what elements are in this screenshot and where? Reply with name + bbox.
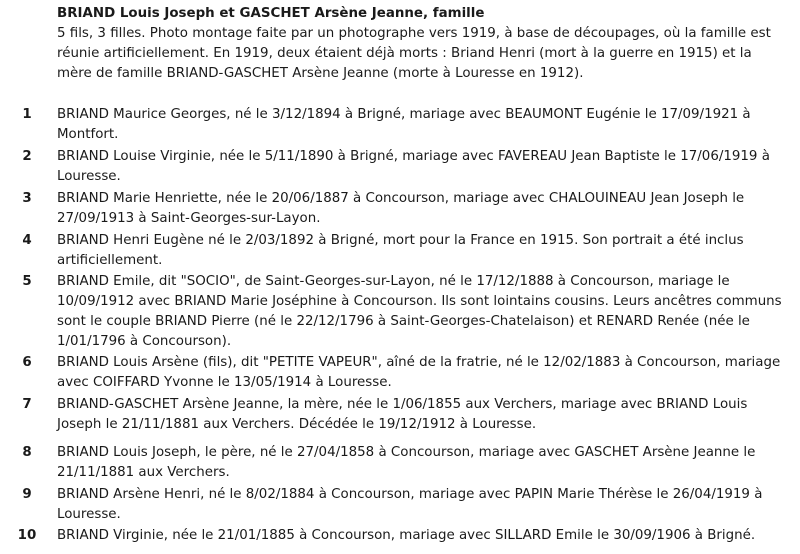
entry-line: BRIAND-GASCHET Arsène Jeanne, la mère, née le 1/06/1855 aux Verchers, mariage avec BRIAND Louis	[57, 397, 748, 412]
entry-text	[57, 147, 797, 187]
entry-line: BRIAND Emile, dit "SOCIO", de Saint-Georges-sur-Layon, né le 17/12/1888 à Concourson, mariage le	[57, 274, 730, 289]
entry-line: 27/09/1913 à Saint-Georges-sur-Layon.	[57, 211, 321, 226]
entry-line: BRIAND Arsène Henri, né le 8/02/1884 à Concourson, mariage avec PAPIN Marie Thérèse le 26/04/1919 à	[57, 487, 763, 502]
entry-number: 5	[22, 274, 32, 289]
entry-number: 10	[17, 528, 37, 543]
intro-line: mère de famille BRIAND-GASCHET Arsène Jeanne (morte à Louresse en 1912).	[57, 66, 584, 81]
entry-line: 10/09/1912 avec BRIAND Marie Joséphine à Concourson. Ils sont lointains cousins. Leurs ancêtres communs	[57, 294, 782, 309]
entry-line: BRIAND Maurice Georges, né le 3/12/1894 à Brigné, mariage avec BEAUMONT Eugénie le 17/09/1921 à	[57, 107, 751, 122]
entry-line: avec COIFFARD Yvonne le 13/05/1914 à Louresse.	[57, 375, 392, 390]
entry-text	[57, 526, 797, 546]
intro-line: 5 fils, 3 filles. Photo montage faite par un photographe vers 1919, à base de découpages, où la famille est	[57, 26, 771, 41]
entry-text	[57, 272, 797, 352]
intro-line: réunie artificiellement. En 1919, deux étaient déjà morts : Briand Henri (mort à la guerre en 1915) et la	[57, 46, 752, 61]
entry-number: 1	[22, 107, 32, 122]
entry-line: BRIAND Virginie, née le 21/01/1885 à Concourson, mariage avec SILLARD Emile le 30/09/1906 à Brigné.	[57, 528, 756, 543]
entry-number: 4	[22, 233, 32, 248]
entry-number: 6	[22, 355, 32, 370]
entry-line: 21/11/1881 aux Verchers.	[57, 465, 230, 480]
entry-line: Louresse.	[57, 507, 121, 522]
entry-line: BRIAND Marie Henriette, née le 20/06/1887 à Concourson, mariage avec CHALOUINEAU Jean Joseph le	[57, 191, 745, 206]
entry-line: BRIAND Louise Virginie, née le 5/11/1890 à Brigné, mariage avec FAVEREAU Jean Baptiste le 17/06/1919 à	[57, 149, 770, 164]
entry-line: 1/01/1796 à Concourson).	[57, 334, 232, 349]
entry-text	[57, 443, 797, 483]
entry-number: 2	[22, 149, 32, 164]
document-title: BRIAND Louis Joseph et GASCHET Arsène Jeanne, famille	[57, 6, 485, 21]
entry-number: 8	[22, 445, 32, 460]
entry-text	[57, 231, 797, 271]
entry-line: BRIAND Louis Arsène (fils), dit "PETITE VAPEUR", aîné de la fratrie, né le 12/02/1883 à Concourson, mariage	[57, 355, 781, 370]
entry-line: BRIAND Henri Eugène né le 2/03/1892 à Brigné, mort pour la France en 1915. Son portrait a été inclus	[57, 233, 744, 248]
entry-text	[57, 353, 797, 393]
entry-number: 3	[22, 191, 32, 206]
entry-line: Montfort.	[57, 127, 119, 142]
entry-number: 7	[22, 397, 32, 412]
entry-text	[57, 189, 797, 229]
entry-line: Joseph le 21/11/1881 aux Verchers. Décédée le 19/12/1912 à Louresse.	[57, 417, 537, 432]
entry-text	[57, 485, 797, 525]
entry-line: Louresse.	[57, 169, 121, 184]
entry-line: sont le couple BRIAND Pierre (né le 22/12/1796 à Saint-Georges-Chatelaison) et RENARD Renée (née le	[57, 314, 750, 329]
intro-paragraph	[57, 24, 792, 84]
document-header	[57, 4, 792, 84]
entry-line: BRIAND Louis Joseph, le père, né le 27/04/1858 à Concourson, mariage avec GASCHET Arsène Jeanne le	[57, 445, 756, 460]
entry-line: artificiellement.	[57, 253, 163, 268]
entry-text	[57, 105, 797, 145]
entry-number: 9	[22, 487, 32, 502]
entry-text	[57, 395, 797, 435]
